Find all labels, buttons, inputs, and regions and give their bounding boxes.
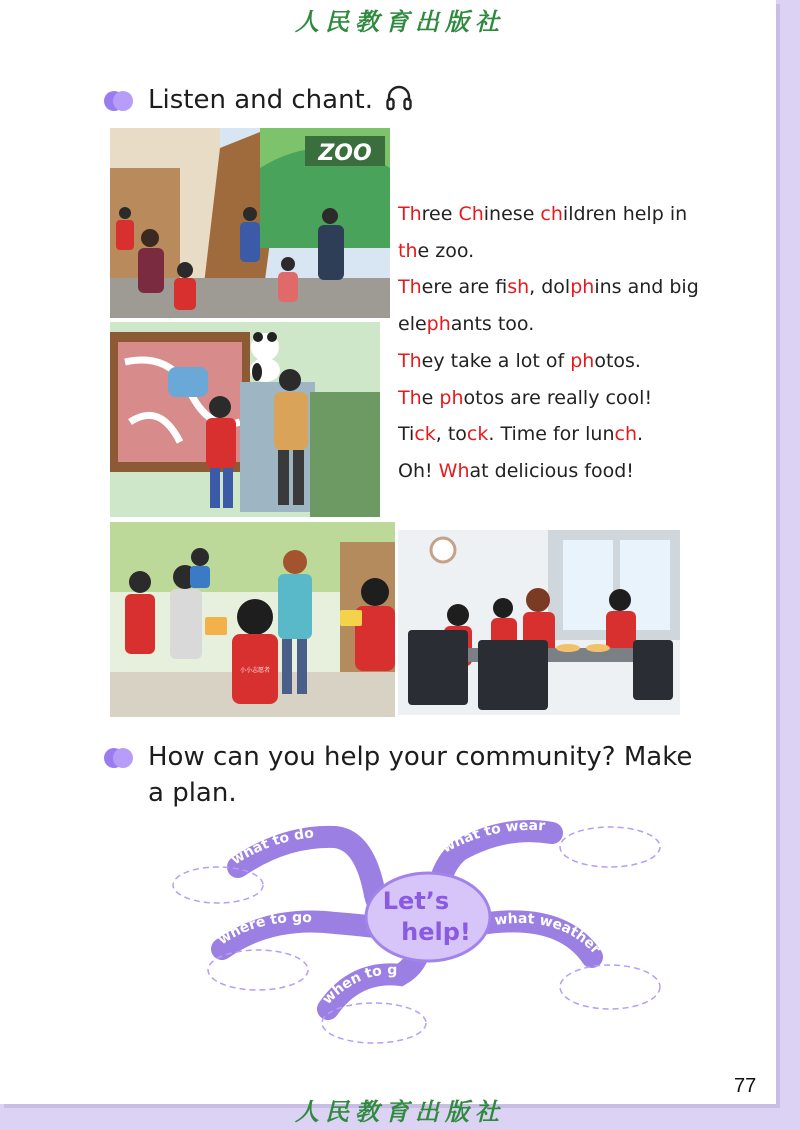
vest-text: 小小志愿者 bbox=[239, 667, 271, 674]
phonics-highlight: ph bbox=[570, 349, 595, 372]
chant-text-segment: ele bbox=[398, 313, 427, 336]
chant-text-segment: , to bbox=[435, 423, 467, 446]
section-title-line2: a plan. bbox=[148, 778, 237, 808]
chant-text-segment: at delicious food! bbox=[469, 459, 634, 482]
chant-text-segment: ins and big bbox=[594, 276, 699, 299]
chant-text-segment: . bbox=[637, 423, 644, 446]
phonics-highlight: Th bbox=[398, 276, 422, 299]
chant-text-segment: e zoo. bbox=[417, 239, 475, 262]
phonics-highlight: sh bbox=[507, 276, 530, 299]
publisher-header: 人民教育出版社 bbox=[295, 7, 505, 36]
section-make-a-plan bbox=[104, 739, 692, 811]
chant-line bbox=[398, 269, 738, 306]
phonics-highlight: Th bbox=[398, 386, 422, 409]
chant-text-segment: otos are really cool! bbox=[463, 386, 653, 409]
chant-text-segment: e bbox=[421, 386, 440, 409]
purple-bullet-icon bbox=[104, 748, 134, 768]
purple-bullet-icon bbox=[104, 91, 134, 111]
lunch-illustration bbox=[398, 530, 680, 715]
chant-text-segment: inese bbox=[483, 203, 541, 225]
chant-text-segment: ants too. bbox=[450, 313, 535, 336]
headphones-icon[interactable] bbox=[385, 84, 413, 112]
phonics-highlight: ph bbox=[439, 386, 464, 409]
phonics-highlight: ph bbox=[426, 313, 451, 336]
chant-line bbox=[398, 416, 738, 453]
publisher-footer: 人民教育出版社 bbox=[295, 1097, 505, 1126]
phonics-highlight: th bbox=[398, 239, 418, 262]
chant-line bbox=[398, 380, 738, 417]
chant-text-segment: . Time for lun bbox=[488, 423, 615, 446]
chant-text-segment: Oh! bbox=[398, 459, 439, 482]
chant-text-segment: ere are fi bbox=[421, 276, 508, 299]
section-listen-and-chant bbox=[104, 82, 413, 118]
chant-text-segment: ey take a lot of bbox=[421, 349, 571, 372]
phonics-highlight: ph bbox=[570, 276, 595, 299]
chant-text-segment: ildren help in bbox=[562, 203, 688, 225]
phonics-highlight: ch bbox=[614, 423, 638, 446]
mindmap-center-line1: Let’s bbox=[382, 887, 450, 915]
phonics-highlight: Ch bbox=[458, 203, 484, 225]
phonics-highlight: ck bbox=[466, 423, 489, 446]
zoo-entrance-illustration bbox=[110, 128, 390, 318]
chant-text bbox=[398, 196, 738, 490]
family-photo-illustration bbox=[110, 522, 395, 717]
chant-text-segment: , dol bbox=[529, 276, 571, 299]
chant-line bbox=[398, 343, 738, 380]
chant-line bbox=[398, 196, 738, 233]
zoo-map-illustration bbox=[110, 322, 380, 517]
chant-text-segment: otos. bbox=[594, 349, 641, 372]
phonics-highlight: Th bbox=[398, 203, 422, 225]
branch-what-weather: what weather bbox=[493, 910, 604, 958]
phonics-highlight: ch bbox=[540, 203, 563, 225]
section-title-line1: How can you help your community? Make bbox=[148, 742, 693, 772]
section-title: Listen and chant. bbox=[148, 85, 374, 115]
branch-when-to-go: when to g bbox=[319, 962, 398, 1008]
mind-map bbox=[160, 815, 680, 1055]
chant-line bbox=[398, 306, 738, 343]
phonics-highlight: Th bbox=[398, 349, 422, 372]
page-number: 77 bbox=[734, 1075, 757, 1097]
phonics-highlight: Wh bbox=[438, 459, 470, 482]
branch-where-to-go: where to go bbox=[215, 909, 313, 949]
chant-text-segment: ree bbox=[421, 203, 459, 225]
zoo-sign-text: ZOO bbox=[318, 141, 372, 166]
phonics-highlight: ck bbox=[414, 423, 436, 446]
branch-what-to-do: what to do bbox=[228, 825, 315, 869]
chant-text-segment: Ti bbox=[398, 423, 415, 446]
mindmap-center-line2: help! bbox=[401, 918, 471, 946]
chant-line bbox=[398, 453, 738, 490]
chant-line bbox=[398, 233, 738, 270]
branch-what-to-wear: what to wear bbox=[439, 817, 546, 857]
